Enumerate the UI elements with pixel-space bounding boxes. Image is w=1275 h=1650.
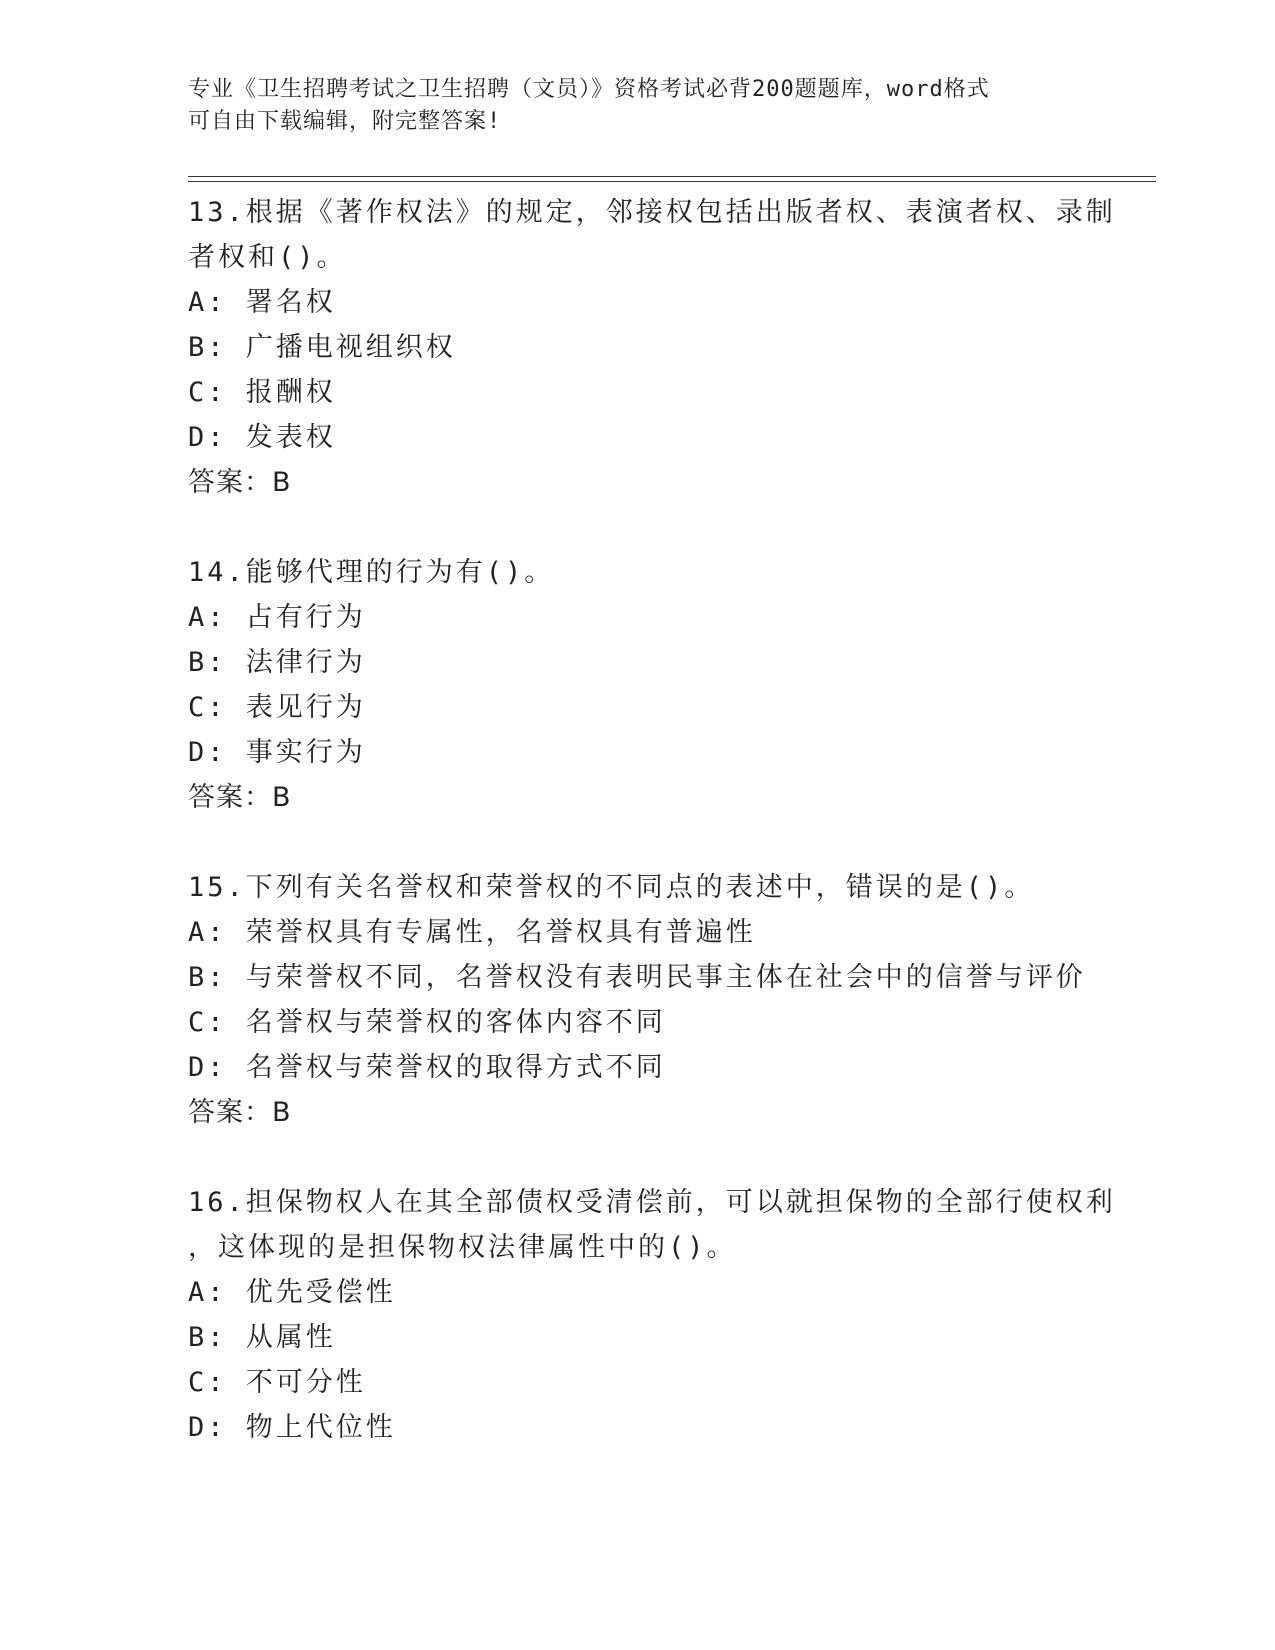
question-text-continued: ，这体现的是担保物权法律属性中的()。 [188, 1232, 737, 1263]
question-text: 15.下列有关名誉权和荣誉权的不同点的表述中，错误的是()。 [188, 872, 1035, 903]
header-divider-bottom [188, 181, 1156, 182]
option-d: D: 物上代位性 [188, 1412, 396, 1443]
question-14 [188, 550, 1088, 820]
question-15 [188, 865, 1088, 1135]
option-c: C: 名誉权与荣誉权的客体内容不同 [188, 1007, 666, 1038]
option-c: C: 表见行为 [188, 692, 366, 723]
document-header [188, 74, 1068, 138]
question-text: 13.根据《著作权法》的规定，邻接权包括出版者权、表演者权、录制 [188, 197, 1116, 228]
option-a: A: 署名权 [188, 287, 336, 318]
header-divider-top [188, 176, 1156, 177]
question-13 [188, 190, 1116, 505]
option-d: D: 事实行为 [188, 737, 366, 768]
option-b: B: 与荣誉权不同，名誉权没有表明民事主体在社会中的信誉与评价 [188, 962, 1086, 993]
answer: 答案：B [188, 1097, 292, 1128]
option-b: B: 法律行为 [188, 647, 366, 678]
question-text: 14.能够代理的行为有()。 [188, 557, 555, 588]
answer: 答案：B [188, 782, 292, 813]
header-line-2: 可自由下载编辑，附完整答案! [188, 109, 502, 134]
option-b: B: 广播电视组织权 [188, 332, 456, 363]
option-c: C: 报酬权 [188, 377, 336, 408]
question-16 [188, 1180, 1116, 1450]
option-d: D: 名誉权与荣誉权的取得方式不同 [188, 1052, 666, 1083]
question-text-continued: 者权和()。 [188, 242, 347, 273]
question-text: 16.担保物权人在其全部债权受清偿前，可以就担保物的全部行使权利 [188, 1187, 1116, 1218]
option-d: D: 发表权 [188, 422, 336, 453]
option-a: A: 优先受偿性 [188, 1277, 396, 1308]
option-a: A: 占有行为 [188, 602, 366, 633]
answer: 答案：B [188, 467, 292, 498]
question-list [188, 190, 1116, 1495]
option-b: B: 从属性 [188, 1322, 336, 1353]
header-line-1: 专业《卫生招聘考试之卫生招聘（文员）》资格考试必背200题题库，word格式 [188, 77, 990, 102]
option-c: C: 不可分性 [188, 1367, 366, 1398]
option-a: A: 荣誉权具有专属性，名誉权具有普遍性 [188, 917, 756, 948]
